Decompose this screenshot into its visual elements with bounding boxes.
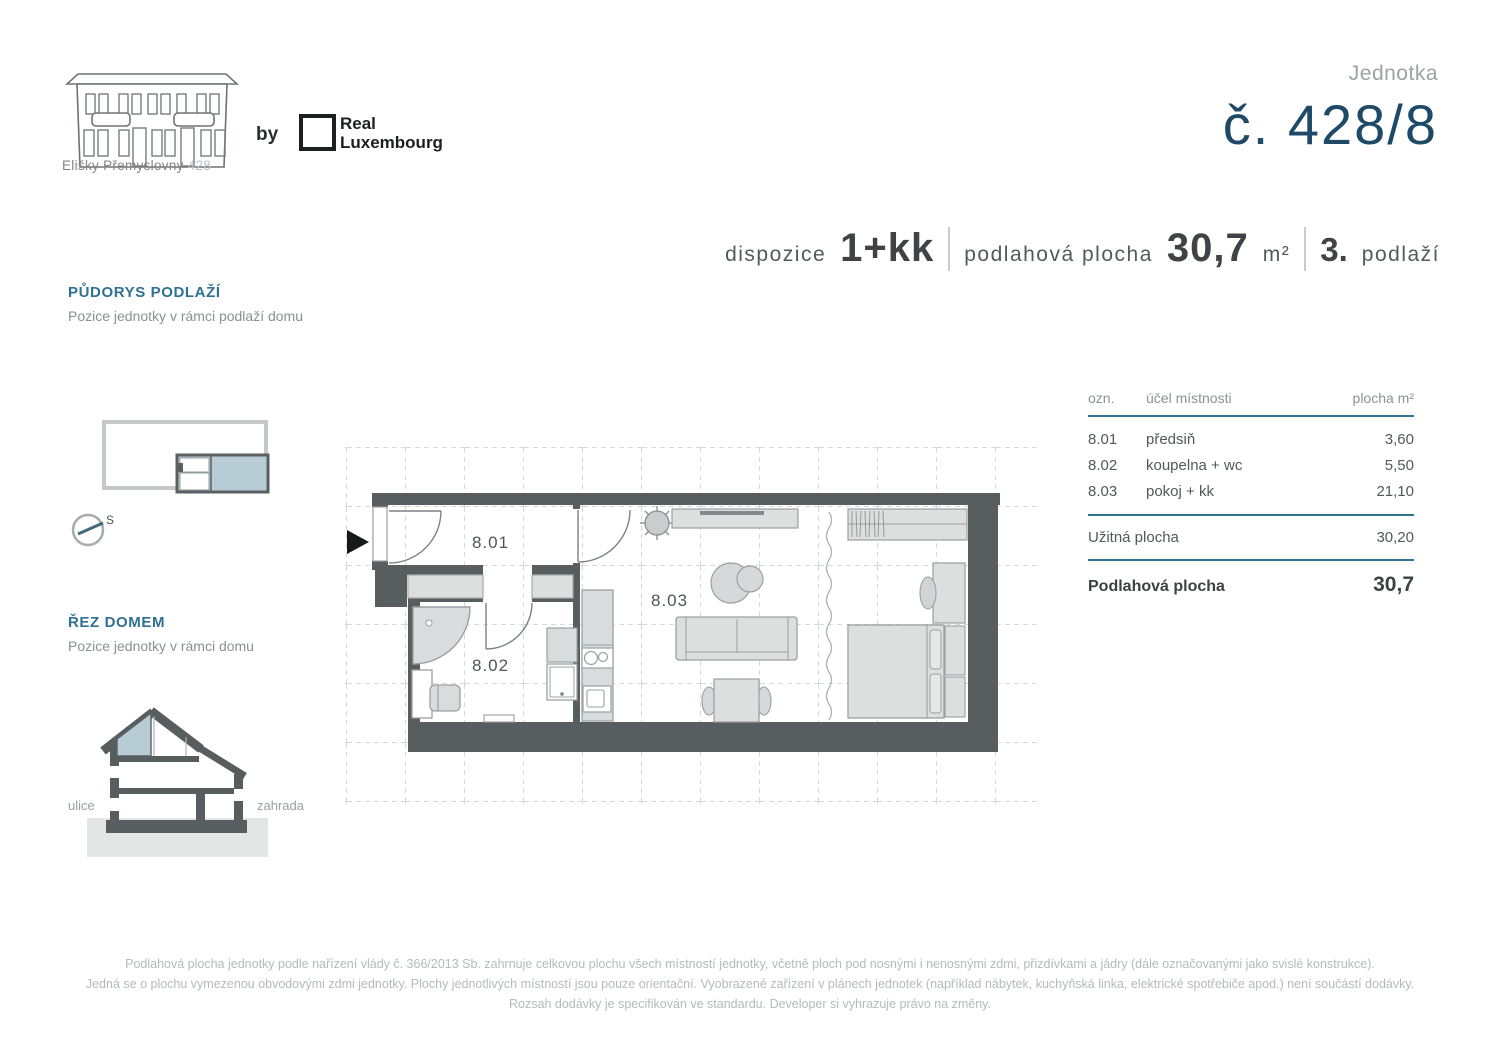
pillow bbox=[930, 630, 941, 669]
side-table-round bbox=[737, 566, 763, 592]
table-body bbox=[1088, 417, 1414, 514]
header-area: plocha m² bbox=[1352, 390, 1414, 406]
pillow bbox=[930, 674, 941, 713]
miniplan-room bbox=[180, 458, 209, 472]
room-purpose: pokoj + kk bbox=[1146, 482, 1214, 500]
section-unit-highlight bbox=[117, 713, 151, 756]
by-label: by bbox=[256, 124, 279, 145]
room-area: 5,50 bbox=[1384, 456, 1414, 474]
disclaimer-line: Podlahová plocha jednotky podle nařízení vlády č. 366/2013 Sb. zahrnuje celkovou plochu všech místností jednotky, včetně ploch pod nosnými i nenosnými zdmi, přizdívkami a jádry (dále označovanými jako svislé konstrukce). bbox=[125, 957, 1375, 971]
real-luxembourg-wordmark bbox=[340, 115, 443, 152]
unit-floor-plan bbox=[340, 440, 1040, 810]
toilet-icon bbox=[430, 685, 460, 711]
floor-area-label: podlahová plocha bbox=[964, 243, 1153, 266]
tv-icon bbox=[700, 511, 764, 515]
floor-number-label: podlaží bbox=[1361, 243, 1440, 266]
partner-line1: Real bbox=[340, 114, 376, 133]
room-code: 8.03 bbox=[1088, 482, 1118, 500]
disclaimer-line: Jedná se o plochu vymezenou obvodovými zdmi jednotky. Plochy jednotlivých místností jsou pouze orientační. Vyobrazené zařízení v plánech jednotek (například nábytek, kuchyňská linka, elektrické spotřebiče apod.) není součástí dodávky. bbox=[85, 977, 1415, 991]
washing-machine-dot bbox=[560, 692, 564, 696]
room-purpose: koupelna + wc bbox=[1146, 456, 1243, 474]
room-area: 3,60 bbox=[1384, 430, 1414, 448]
floor-plan-title: PŮDORYS PODLAŽÍ bbox=[68, 284, 221, 301]
unit-header bbox=[1223, 62, 1438, 157]
miniplan-wall-block bbox=[177, 463, 183, 472]
building-caption-number: 428 bbox=[187, 158, 212, 173]
bedside-unit bbox=[945, 626, 965, 675]
partner-line2: Luxembourg bbox=[340, 132, 443, 152]
usable-area-label: Užitná plocha bbox=[1088, 529, 1179, 546]
disclaimer-text bbox=[60, 954, 1440, 1014]
header-code: ozn. bbox=[1088, 390, 1115, 406]
section-view-subtitle: Pozice jednotky v rámci domu bbox=[68, 638, 254, 654]
section-view-heading bbox=[68, 614, 254, 654]
dining-table bbox=[714, 679, 759, 722]
bath-cabinet bbox=[547, 628, 577, 662]
building-roof bbox=[67, 74, 237, 84]
room-label-803: 8.03 bbox=[651, 591, 689, 610]
unit-number: č. 428/8 bbox=[1222, 93, 1438, 156]
room-area-table bbox=[1088, 390, 1414, 597]
table-row bbox=[1088, 426, 1414, 452]
kitchen-fixtures bbox=[582, 590, 613, 721]
desk-icon bbox=[933, 563, 965, 623]
room-code: 8.01 bbox=[1088, 430, 1118, 448]
room-purpose: předsiň bbox=[1146, 430, 1196, 448]
real-luxembourg-logo-icon bbox=[299, 114, 336, 151]
entrance-opening bbox=[372, 507, 388, 561]
table-row bbox=[1088, 452, 1414, 478]
street-label: ulice bbox=[68, 798, 95, 813]
total-area-value: 30,7 bbox=[1373, 573, 1414, 596]
shower-drain bbox=[426, 620, 432, 626]
floor-plan-section-heading bbox=[68, 284, 303, 324]
compass-label: S bbox=[106, 513, 115, 527]
section-view-title: ŘEZ DOMEM bbox=[68, 614, 166, 631]
bath-mat bbox=[484, 715, 514, 722]
floor-area-value: 30,7 bbox=[1166, 226, 1249, 270]
table-row bbox=[1088, 478, 1414, 504]
floor-number-value: 3. bbox=[1320, 231, 1348, 268]
floor-plan-subtitle: Pozice jednotky v rámci podlaží domu bbox=[68, 308, 303, 324]
room-label-801: 8.01 bbox=[472, 533, 510, 552]
floor-position-miniplan bbox=[60, 410, 320, 560]
floor-area-unit: m² bbox=[1262, 243, 1291, 266]
total-area-label: Podlahová plocha bbox=[1088, 578, 1225, 595]
usable-area-row bbox=[1088, 514, 1414, 559]
desk-chair bbox=[920, 577, 936, 609]
building-caption-text: Elišky Přemyslovny bbox=[62, 158, 184, 173]
disclaimer-line: Rozsah dodávky je specifikován ve standardu. Developer si vyhrazuje právo na změny. bbox=[509, 997, 991, 1011]
room-area: 21,10 bbox=[1376, 482, 1414, 500]
vanity-icon bbox=[412, 670, 432, 718]
room-label-802: 8.02 bbox=[472, 656, 510, 675]
total-area-row bbox=[1088, 559, 1414, 597]
header-purpose: účel místnosti bbox=[1146, 390, 1232, 406]
bedside-unit bbox=[945, 677, 965, 717]
room-code: 8.02 bbox=[1088, 456, 1118, 474]
miniplan-room bbox=[180, 473, 209, 490]
table-header-row bbox=[1088, 390, 1414, 417]
stats-divider bbox=[948, 227, 950, 271]
disposition-value: 1+kk bbox=[840, 226, 935, 270]
disposition-label: dispozice bbox=[725, 243, 827, 266]
unit-label: Jednotka bbox=[1348, 62, 1438, 85]
usable-area-value: 30,20 bbox=[1376, 529, 1414, 546]
house-section-diagram bbox=[55, 690, 325, 865]
unit-stats-strip bbox=[725, 226, 1440, 271]
garden-label: zahrada bbox=[257, 798, 304, 813]
building-caption bbox=[62, 158, 262, 173]
stats-divider bbox=[1304, 227, 1306, 271]
